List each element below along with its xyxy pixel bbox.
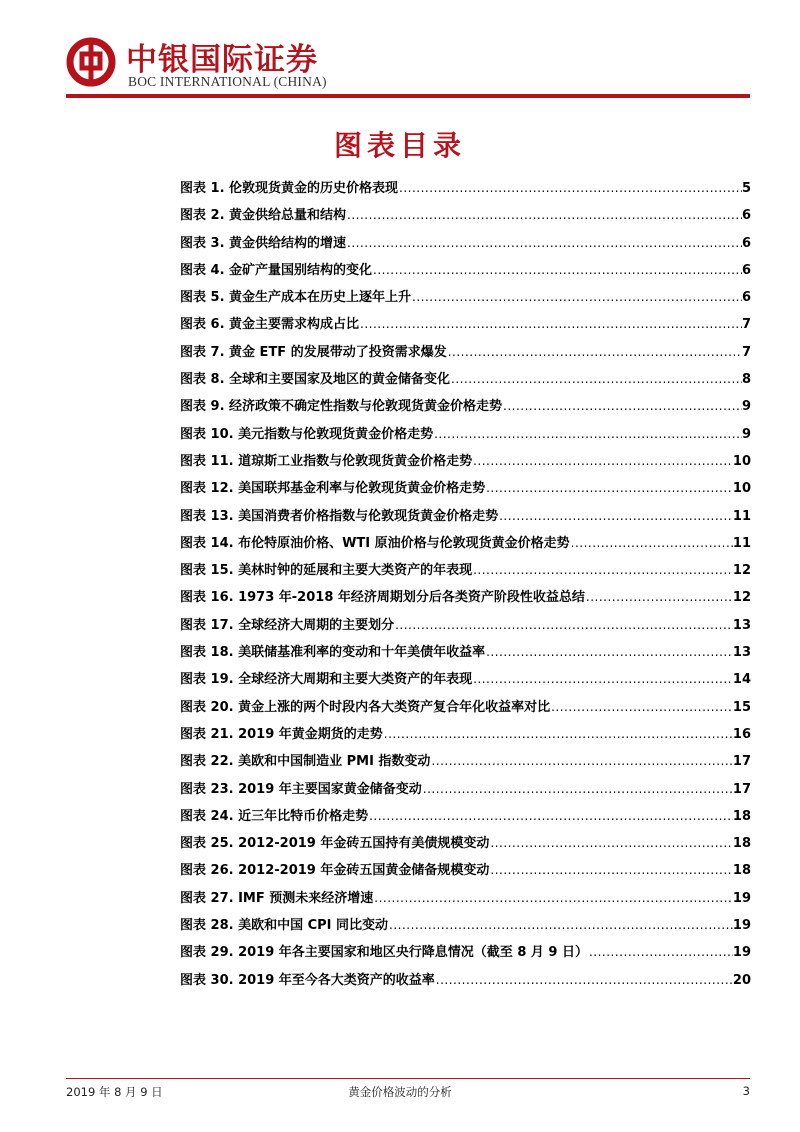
toc-entry-label: 图表 2. 黄金供给总量和结构 <box>180 208 347 224</box>
toc-entry[interactable] <box>180 941 751 968</box>
toc-entry-label: 图表 25. 2012-2019 年金砖五国持有美债规模变动 <box>180 836 490 852</box>
toc-entry-page: 16 <box>732 726 751 742</box>
toc-dot-leader <box>450 372 742 386</box>
toc-entry[interactable] <box>180 641 751 668</box>
footer-document-title: 黄金价格波动的分析 <box>348 1085 452 1099</box>
toc-dot-leader <box>485 645 733 659</box>
toc-entry-page: 7 <box>741 344 751 360</box>
toc-entry-page: 8 <box>741 372 751 388</box>
toc-entry[interactable] <box>180 887 751 914</box>
toc-entry-page: 18 <box>732 863 751 879</box>
toc-entry[interactable] <box>180 341 751 368</box>
toc-dot-leader <box>585 590 733 604</box>
toc-entry-label: 图表 9. 经济政策不确定性指数与伦敦现货黄金价格走势 <box>180 399 503 415</box>
toc-entry-label: 图表 6. 黄金主要需求构成占比 <box>180 317 360 333</box>
toc-dot-leader <box>472 454 733 468</box>
toc-entry[interactable] <box>180 395 751 422</box>
toc-entry-label: 图表 17. 全球经济大周期的主要划分 <box>180 617 395 633</box>
toc-entry-label: 图表 19. 全球经济大周期和主要大类资产的年表现 <box>180 672 473 688</box>
toc-dot-leader <box>489 863 733 877</box>
toc-dot-leader <box>346 236 742 250</box>
toc-entry-label: 图表 3. 黄金供给结构的增速 <box>180 235 347 251</box>
toc-dot-leader <box>372 263 742 277</box>
toc-entry-label: 图表 14. 布伦特原油价格、WTI 原油价格与伦敦现货黄金价格走势 <box>180 535 570 551</box>
figure-list <box>180 177 751 996</box>
toc-dot-leader <box>570 536 733 550</box>
toc-entry-page: 6 <box>741 235 751 251</box>
page-header <box>0 0 800 100</box>
toc-entry-page: 12 <box>732 563 751 579</box>
toc-dot-leader <box>368 809 733 823</box>
toc-entry[interactable] <box>180 177 751 204</box>
toc-entry-label: 图表 5. 黄金生产成本在历史上逐年上升 <box>180 290 412 306</box>
toc-entry[interactable] <box>180 586 751 613</box>
brand-name-english: BOC INTERNATIONAL (CHINA) <box>128 74 327 89</box>
toc-dot-leader <box>472 672 733 686</box>
toc-entry[interactable] <box>180 914 751 941</box>
toc-dot-leader <box>498 509 733 523</box>
toc-entry-label: 图表 23. 2019 年主要国家黄金储备变动 <box>180 781 422 797</box>
toc-dot-leader <box>489 836 733 850</box>
toc-entry[interactable] <box>180 423 751 450</box>
toc-entry[interactable] <box>180 723 751 750</box>
toc-entry-page: 11 <box>732 535 751 551</box>
toc-entry-label: 图表 15. 美林时钟的延展和主要大类资产的年表现 <box>180 563 473 579</box>
toc-entry-label: 图表 28. 美欧和中国 CPI 同比变动 <box>180 918 389 934</box>
toc-entry-page: 10 <box>732 481 751 497</box>
toc-dot-leader <box>435 973 733 987</box>
footer-page-number: 3 <box>742 1084 750 1098</box>
toc-entry[interactable] <box>180 286 751 313</box>
toc-entry-page: 19 <box>732 945 751 961</box>
toc-entry-page: 5 <box>741 181 751 196</box>
page-title: 图表目录 <box>333 129 466 162</box>
brand-name-chinese: 中银国际证券 <box>126 42 318 78</box>
toc-dot-leader <box>394 618 733 632</box>
toc-dot-leader <box>346 208 742 222</box>
toc-dot-leader <box>433 427 742 441</box>
toc-entry[interactable] <box>180 505 751 532</box>
toc-entry-label: 图表 1. 伦敦现货黄金的历史价格表现 <box>180 181 399 196</box>
toc-dot-leader <box>388 918 733 932</box>
toc-entry-page: 14 <box>732 672 751 688</box>
toc-dot-leader <box>430 754 732 768</box>
toc-entry-label: 图表 13. 美国消费者价格指数与伦敦现货黄金价格走势 <box>180 508 499 524</box>
toc-entry-label: 图表 11. 道琼斯工业指数与伦敦现货黄金价格走势 <box>180 453 473 469</box>
toc-entry-page: 11 <box>732 508 751 524</box>
toc-entry-label: 图表 12. 美国联邦基金利率与伦敦现货黄金价格走势 <box>180 481 486 497</box>
toc-entry-label: 图表 4. 金矿产量国别结构的变化 <box>180 262 373 278</box>
toc-entry[interactable] <box>180 559 751 586</box>
toc-entry[interactable] <box>180 368 751 395</box>
toc-entry-label: 图表 8. 全球和主要国家及地区的黄金储备变化 <box>180 372 451 388</box>
toc-dot-leader <box>411 290 742 304</box>
toc-entry-page: 18 <box>732 836 751 852</box>
toc-entry-page: 9 <box>741 399 751 415</box>
toc-entry[interactable] <box>180 859 751 886</box>
toc-entry[interactable] <box>180 778 751 805</box>
toc-dot-leader <box>383 727 733 741</box>
toc-entry[interactable] <box>180 696 751 723</box>
toc-entry[interactable] <box>180 477 751 504</box>
toc-entry-label: 图表 22. 美欧和中国制造业 PMI 指数变动 <box>180 754 431 770</box>
toc-entry-label: 图表 7. 黄金 ETF 的发展带动了投资需求爆发 <box>180 344 447 360</box>
toc-entry[interactable] <box>180 313 751 340</box>
toc-entry-page: 15 <box>732 699 751 715</box>
toc-entry-label: 图表 26. 2012-2019 年金砖五国黄金储备规模变动 <box>180 863 490 879</box>
toc-entry-label: 图表 16. 1973 年-2018 年经济周期划分后各类资产阶段性收益总结 <box>180 590 585 606</box>
toc-dot-leader <box>588 945 733 959</box>
footer-date: 2019 年 8 月 9 日 <box>66 1085 163 1099</box>
toc-entry-label: 图表 29. 2019 年各主要国家和地区央行降息情况（截至 8 月 9 日） <box>180 945 588 961</box>
toc-entry-page: 7 <box>741 317 751 333</box>
toc-entry[interactable] <box>180 614 751 641</box>
toc-entry[interactable] <box>180 204 751 231</box>
toc-entry[interactable] <box>180 532 751 559</box>
toc-entry-label: 图表 24. 近三年比特币价格走势 <box>180 808 369 824</box>
toc-entry-page: 13 <box>732 645 751 661</box>
toc-entry-page: 17 <box>732 754 751 770</box>
toc-entry-page: 13 <box>732 617 751 633</box>
toc-dot-leader <box>472 563 733 577</box>
toc-entry[interactable] <box>180 450 751 477</box>
toc-entry-page: 17 <box>732 781 751 797</box>
toc-entry[interactable] <box>180 232 751 259</box>
footer-divider <box>66 1078 750 1079</box>
toc-entry-page: 20 <box>732 972 751 988</box>
toc-dot-leader <box>502 399 742 413</box>
toc-entry-page: 6 <box>741 208 751 224</box>
toc-dot-leader <box>447 345 742 359</box>
toc-entry[interactable] <box>180 259 751 286</box>
toc-entry[interactable] <box>180 832 751 859</box>
toc-entry-page: 18 <box>732 808 751 824</box>
toc-entry-page: 10 <box>732 453 751 469</box>
toc-dot-leader <box>550 700 733 714</box>
toc-entry-page: 19 <box>732 890 751 906</box>
toc-dot-leader <box>398 181 742 195</box>
toc-entry-label: 图表 27. IMF 预测未来经济增速 <box>180 890 374 906</box>
toc-entry-label: 图表 10. 美元指数与伦敦现货黄金价格走势 <box>180 426 434 442</box>
boc-logo-icon <box>66 37 116 87</box>
toc-entry-page: 6 <box>741 262 751 278</box>
toc-entry[interactable] <box>180 750 751 777</box>
toc-dot-leader <box>422 782 733 796</box>
toc-entry-label: 图表 20. 黄金上涨的两个时段内各大类资产复合年化收益率对比 <box>180 699 551 715</box>
toc-entry[interactable] <box>180 969 751 996</box>
toc-entry-page: 9 <box>741 426 751 442</box>
toc-dot-leader <box>359 317 742 331</box>
toc-entry[interactable] <box>180 805 751 832</box>
toc-entry-label: 图表 21. 2019 年黄金期货的走势 <box>180 726 383 742</box>
toc-entry-page: 19 <box>732 918 751 934</box>
toc-entry-label: 图表 30. 2019 年至今各大类资产的收益率 <box>180 972 435 988</box>
toc-dot-leader <box>373 891 733 905</box>
toc-entry[interactable] <box>180 668 751 695</box>
toc-dot-leader <box>485 481 733 495</box>
toc-entry-page: 12 <box>732 590 751 606</box>
toc-entry-label: 图表 18. 美联储基准利率的变动和十年美债年收益率 <box>180 645 486 661</box>
toc-entry-page: 6 <box>741 290 751 306</box>
header-divider <box>66 94 750 98</box>
